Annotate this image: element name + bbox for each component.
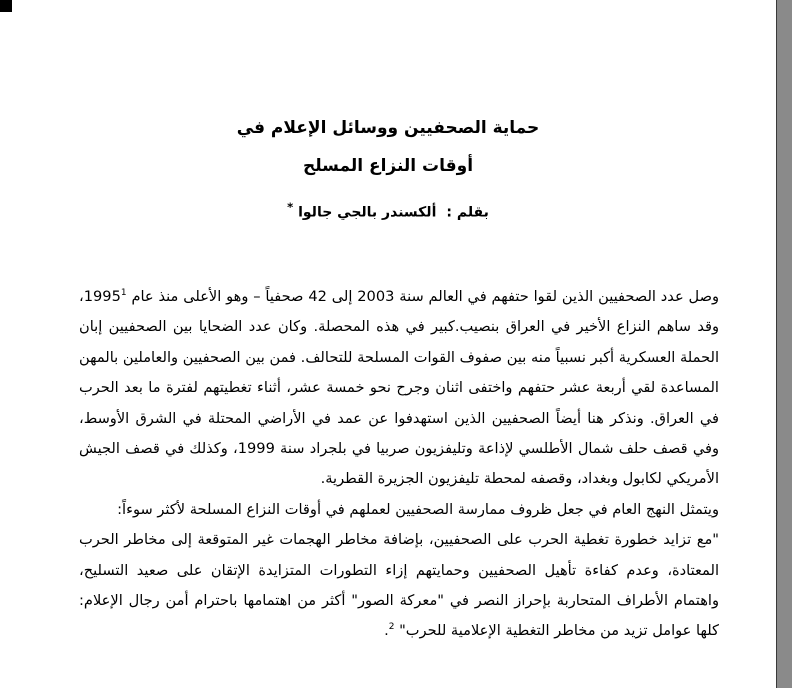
- paragraph-1-text-b: ، وقد ساهم النزاع الأخير في العراق بنصيب.كبير في هذه المحصلة. وكان عدد الضحايا بين الصحفيين إبان الحملة العسكرية أكبر نسبياً منه بين صفوف القوات المسلحة للتحالف. فمن بين الصحفيين والعاملين بالمهن المساعدة لقي أربعة عشر حتفهم واختفى اثنان وجرح نحو خمسة عشر، أثناء تغطيتهم لفترة ما بعد الحرب في العراق. ونذكر هنا أيضاً الصحفيين الذين استهدفوا عن عمد في الأراضي المحتلة في الشرق الأوسط، وفي قصف حلف شمال الأطلسي لإذاعة وتليفزيون صربيا في بلجراد سنة 1999، وكذلك في قصف الجيش الأمريكي لكابول وبغداد، وقصفه لمحطة تليفزيون الجزيرة القطرية.: [79, 288, 720, 488]
- quote-end: .: [384, 622, 389, 640]
- byline-prefix: بقلم :: [446, 204, 489, 221]
- paragraph-1-text-a: وصل عدد الصحفيين الذين لقوا حتفهم في العالم سنة 2003 إلى 42 صحفياً – وهو الأعلى منذ عام 1995: [83, 288, 720, 305]
- paragraph-2: ويتمثل النهج العام في جعل ظروف ممارسة الصحفيين لعملهم في أوقات النزاع المسلحة لأكثر سوءاً:: [117, 500, 719, 518]
- byline-author: ألكسندر بالجي جالوا: [298, 204, 437, 221]
- footnote-ref-1[interactable]: 1: [120, 288, 127, 299]
- article-body: [79, 282, 719, 647]
- page-corner-marker: [0, 0, 12, 12]
- scrollbar[interactable]: [777, 0, 792, 688]
- quote-text: "مع تزايد خطورة تغطية الحرب على الصحفيين، بإضافة مخاطر الهجمات غير المتوقعة إلى مخاطر الحرب المعتادة، وعدم كفاءة تأهيل الصحفيين وحمايتهم إزاء التطورات المتزايدة الإتقان على صعيد التسليح، واهتمام الأطراف المتحاربة بإحراز النصر في "معركة الصور" أكثر من اهتمامها باحترام أمن رجال الإعلام: كلها عوامل تزيد من مخاطر التغطية الإعلامية للحرب": [79, 531, 719, 640]
- footnote-ref-2[interactable]: 2: [388, 622, 395, 633]
- article-title-line-1: حماية الصحفيين ووسائل الإعلام في: [236, 118, 540, 138]
- paragraph-1: [79, 282, 719, 495]
- byline: [0, 200, 776, 221]
- author-footnote-marker: *: [287, 200, 294, 214]
- paragraph-3-quote: [79, 525, 719, 647]
- article-title-line-2: أوقات النزاع المسلح: [302, 156, 474, 176]
